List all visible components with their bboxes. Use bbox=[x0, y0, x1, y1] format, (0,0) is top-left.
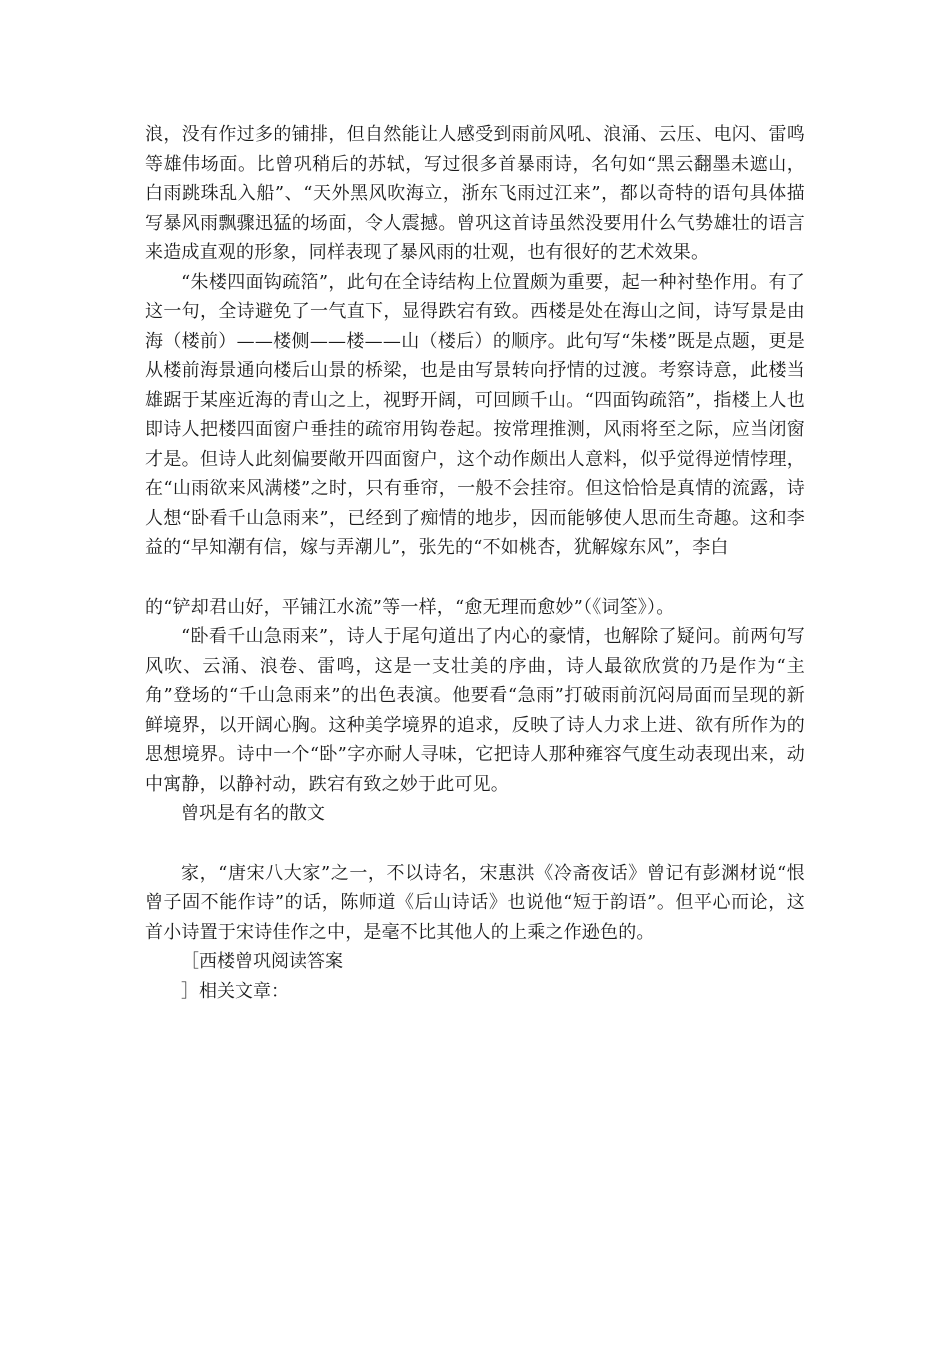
paragraph-5: 曾巩是有名的散文 bbox=[181, 803, 325, 824]
paragraph-6: 家，“唐宋八大家”之一，不以诗名，宋惠洪《冷斋夜话》曾记有彭渊材说“恨曾子固不能作诗”的话，陈师道《后山诗话》也说他“短于韵语”。但平心而论，这首小诗置于宋诗佳作之中，是毫不比其他人的上乘之作逊色的。 bbox=[145, 862, 805, 943]
document-page bbox=[145, 120, 805, 1006]
answer-title-line: ［西楼曾巩阅读答案 bbox=[181, 951, 343, 972]
paragraph-2: “朱楼四面钩疏箔”，此句在全诗结构上位置颇为重要，起一种衬垫作用。有了这一句，全诗避免了一气直下，显得跌宕有致。西楼是处在海山之间，诗写景是由海（楼前）——楼侧——楼——山（楼后）的顺序。此句写“朱楼”既是点题，更是从楼前海景通向楼后山景的桥梁，也是由写景转向抒情的过渡。考察诗意，此楼当雄踞于某座近海的青山之上，视野开阔，可回顾千山。“四面钩疏箔”，指楼上人也即诗人把楼四面窗户垂挂的疏帘用钩卷起。按常理推测，风雨将至之际，应当闭窗才是。但诗人此刻偏要敞开四面窗户，这个动作颇出人意料，似乎觉得逆情悖理，在“山雨欲来风满楼”之时，只有垂帘，一般不会挂帘。但这恰恰是真情的流露，诗人想“卧看千山急雨来”，已经到了痴情的地步，因而能够使人思而生奇趣。这和李益的“早知潮有信，嫁与弄潮儿”，张先的“不如桃杏，犹解嫁东风”，李白 bbox=[145, 271, 805, 558]
related-articles-label[interactable]: ］相关文章： bbox=[181, 980, 289, 1002]
paragraph-3: 的“铲却君山好，平铺江水流”等一样，“愈无理而愈妙”（《词筌》）。 bbox=[145, 596, 675, 618]
paragraph-4: “卧看千山急雨来”，诗人于尾句道出了内心的豪情，也解除了疑问。前两句写风吹、云涌、浪卷、雷鸣，这是一支壮美的序曲，诗人最欲欣赏的乃是作为“主角”登场的“千山急雨来”的出色表演。他要看“急雨”打破雨前沉闷局面而呈现的新鲜境界，以开阔心胸。这种美学境界的追求，反映了诗人力求上进、欲有所作为的思想境界。诗中一个“卧”字亦耐人寻味，它把诗人那种雍容气度生动表现出来，动中寓静，以静衬动，跌宕有致之妙于此可见。 bbox=[145, 626, 805, 795]
paragraph-1: 浪，没有作过多的铺排，但自然能让人感受到雨前风吼、浪涌、云压、电闪、雷鸣等雄伟场面。比曾巩稍后的苏轼，写过很多首暴雨诗，名句如“黑云翻墨未遮山，白雨跳珠乱入船”、“天外黑风吹海立，浙东飞雨过江来”，都以奇特的语句具体描写暴风雨飘骤迅猛的场面，令人震撼。曾巩这首诗虽然没要用什么气势雄壮的语言来造成直观的形象，同样表现了暴风雨的壮观，也有很好的艺术效果。 bbox=[145, 124, 805, 263]
